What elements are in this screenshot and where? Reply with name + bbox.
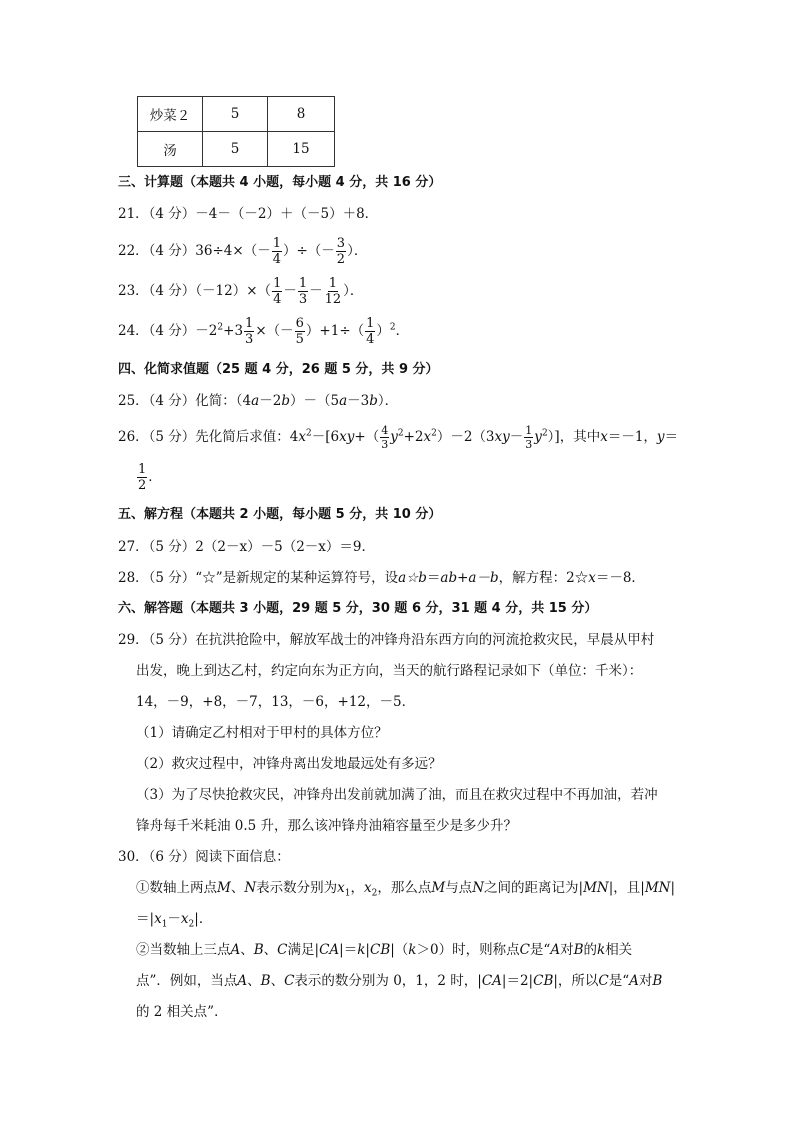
section-5-heading: 五、解方程（本题共 2 小题，每小题 5 分，共 10 分） xyxy=(118,507,442,522)
table-row xyxy=(138,97,335,132)
table-row xyxy=(138,132,335,167)
info-2-line-1: ②当数轴上三点A、B、C满足|CA|＝k|CB|（k＞0）时，则称点C是“A对B的k相关 xyxy=(136,942,633,958)
question-24: 24．（4 分）$-2^2+3$ $\frac{1}{3}$ ×（－ $\frac{6}{5}$ ）+1÷（ $\frac{1}{4}$ ）$^2$． xyxy=(118,316,410,347)
question-29-part-1: （1）请确定乙村相对于甲村的具体方位？ xyxy=(136,725,388,741)
section-4-heading: 四、化简求值题（25 题 4 分，26 题 5 分，共 9 分） xyxy=(118,362,439,377)
question-29-line-2: 出发，晚上到达乙村，约定向东为正方向，当天的航行路程记录如下（单位：千米）： xyxy=(136,663,643,679)
question-30: 30．（6 分）阅读下面信息： xyxy=(118,849,290,865)
question-29-part-3a: （3）为了尽快抢救灾民，冲锋舟出发前就加满了油，而且在救灾过程中不再加油，若冲 xyxy=(136,787,658,803)
question-29-line-3: 14，－9，+8，－7，13，－6，+12，－5． xyxy=(136,694,416,710)
question-29-part-3b: 锋舟每千米耗油 0.5 升，那么该冲锋舟油箱容量至少是多少升？ xyxy=(136,818,518,834)
question-29-line-1: 29．（5 分）在抗洪抢险中，解放军战士的冲锋舟沿东西方向的河流抢救灾民，早晨从甲村 xyxy=(118,632,655,648)
table-cell: 5 xyxy=(203,132,268,167)
table-cell: 炒菜２ xyxy=(138,97,203,132)
question-26: 26．（5 分）先化简后求值：$4x^2-[6xy+$（ $\frac{4}{3}$ $y^2+2x^2)-2(3xy-$ $\frac{1}{3}$ $y^2$）]，其中x＝－1，y＝ xyxy=(118,424,679,451)
info-2-line-3: 的 2 相关点”． xyxy=(136,1004,228,1020)
info-2-line-2: 点”．例如，当点A、B、C表示的数分别为 0，1，2 时，|CA|＝2|CB|，所以C是“A对B xyxy=(136,973,663,989)
table-cell: 汤 xyxy=(138,132,203,167)
question-22: 22．（4 分）36÷4×（－ $\frac{1}{4}$ ）÷（－ $\frac{3}{2}$ ）． xyxy=(118,236,368,267)
table-cell: 15 xyxy=(268,132,335,167)
question-28: 28．（5 分）“☆”是新规定的某种运算符号，设a☆b＝ab+a－b，解方程：2☆x＝－8． xyxy=(118,570,645,586)
table-cell: 8 xyxy=(268,97,335,132)
question-25: 25．（4 分）化简：（4a－2b）－（5a－3b）． xyxy=(118,393,399,409)
question-27: 27．（5 分）2（2－x）－5（2－x）＝9． xyxy=(118,539,375,555)
section-6-heading: 六、解答题（本题共 3 小题，29 题 5 分，30 题 6 分，31 题 4 分，共 15 分） xyxy=(118,601,598,616)
question-26-value: $\frac{1}{2}$ ． xyxy=(138,462,162,493)
section-3-heading: 三、计算题（本题共 4 小题，每小题 4 分，共 16 分） xyxy=(118,175,442,190)
question-21: 21．（4 分）－4－（－2）＋（－5）＋8． xyxy=(118,206,379,222)
question-29-part-2: （2）救灾过程中，冲锋舟离出发地最远处有多远？ xyxy=(136,756,442,772)
menu-table xyxy=(137,96,335,167)
info-1-line-1: ①数轴上两点M、N表示数分别为$x_1$，$x_2$，那么点M与点N之间的距离记为|MN|，且|MN| xyxy=(136,880,676,899)
table-cell: 5 xyxy=(203,97,268,132)
question-23: 23．（4 分）（－12）×（ $\frac{1}{4}$ － $\frac{1}{3}$ － $\frac{1}{12}$ ）． xyxy=(118,276,364,307)
info-1-line-2: $=|x_1-x_2|$． xyxy=(136,911,213,930)
